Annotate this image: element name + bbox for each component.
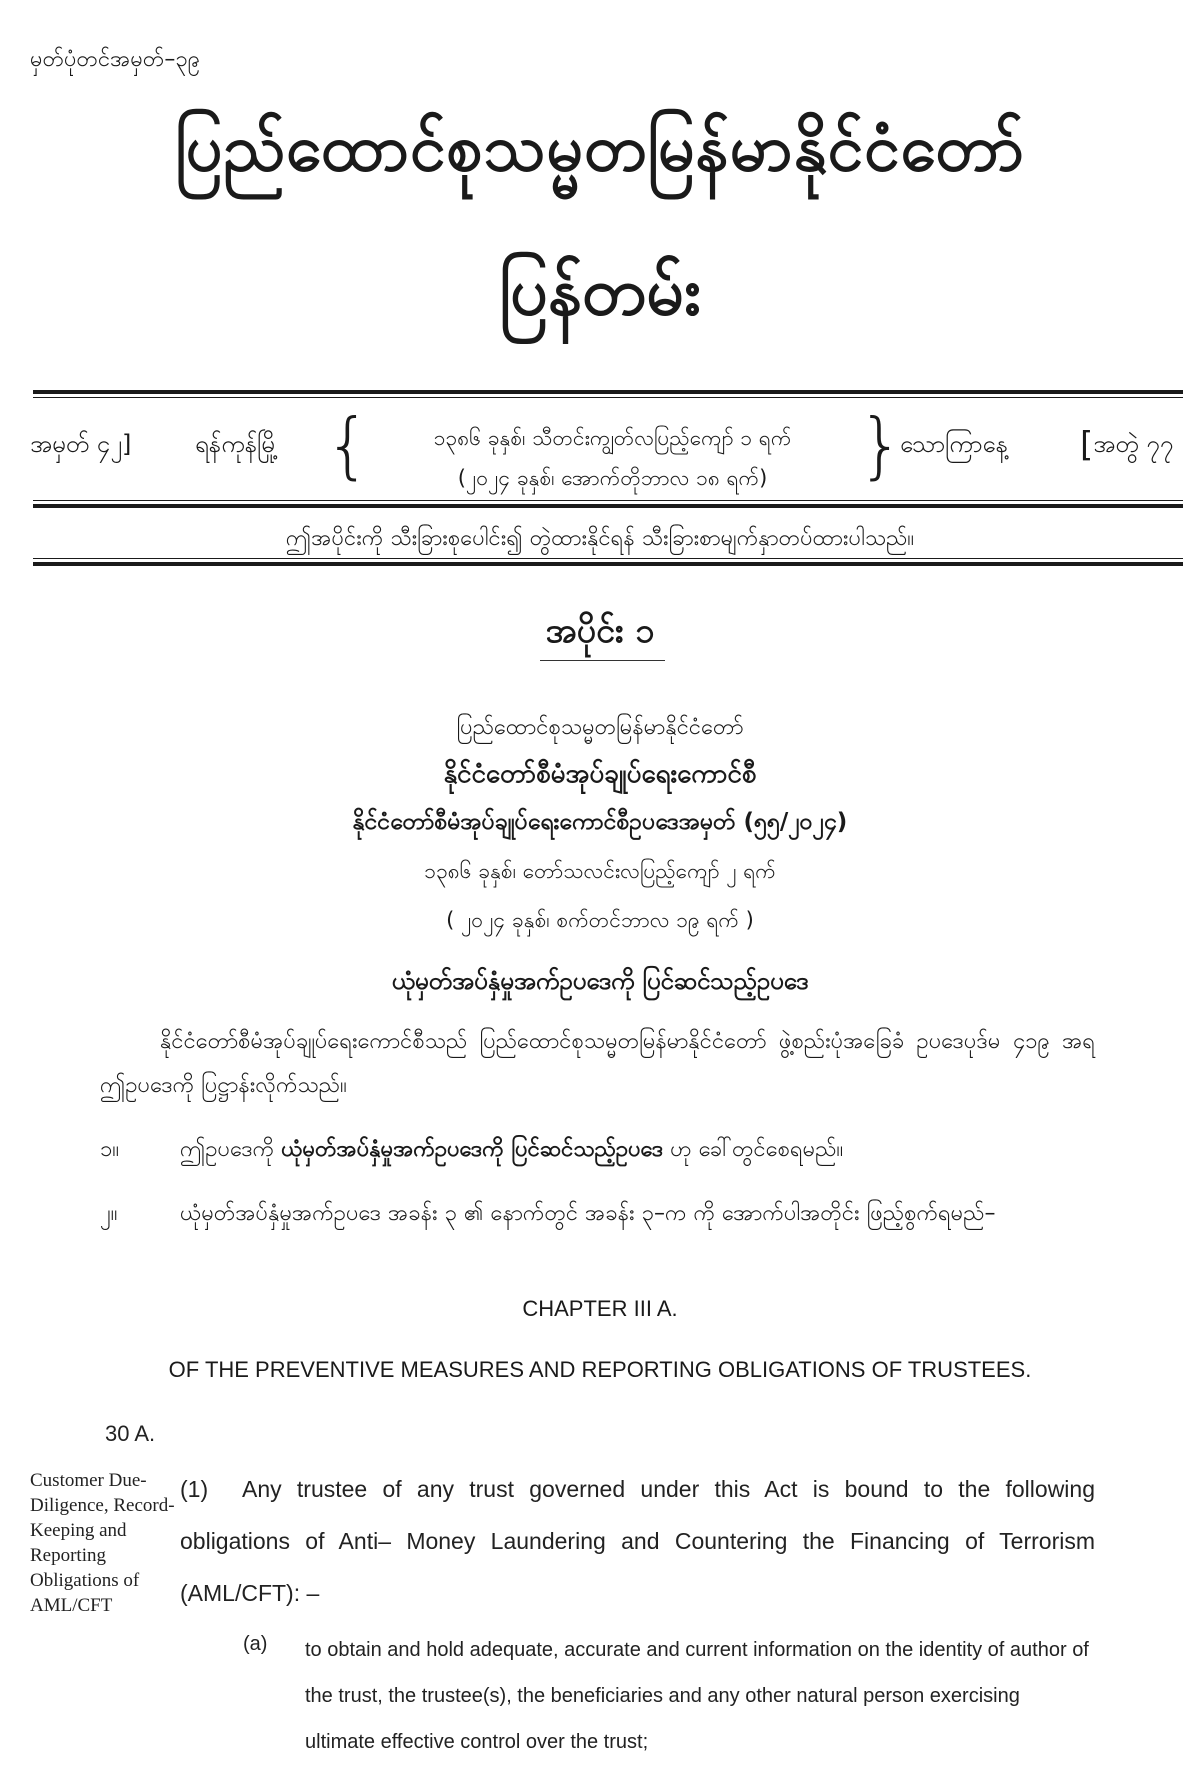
section-1-post: ဟု ခေါ်တွင်စေရမည်။ xyxy=(663,1137,844,1162)
part-underline xyxy=(540,660,665,661)
middle-rule-thick xyxy=(33,504,1183,508)
date-myanmar: ၁၃၈၆ ခုနှစ်၊ သီတင်းကျွတ်လပြည့်ကျော် ၁ ရက် xyxy=(433,426,792,450)
country-name: ပြည်ထောင်စုသမ္မတမြန်မာနိုင်ငံတော် xyxy=(456,715,744,740)
preamble xyxy=(100,1020,1095,1108)
weekday: သောကြာနေ့ xyxy=(900,430,1008,458)
top-rule-thin xyxy=(33,397,1183,398)
chapter-title: OF THE PREVENTIVE MEASURES AND REPORTING OBLIGATIONS OF TRUSTEES. xyxy=(168,1357,1032,1382)
part-heading: အပိုင်း ၁ xyxy=(545,611,655,651)
bottom-rule-thick xyxy=(33,562,1183,566)
bottom-rule-thin xyxy=(33,558,1183,559)
council-name: နိုင်ငံတော်စီမံအုပ်ချုပ်ရေးကောင်စီ xyxy=(443,759,757,789)
law-date-gregorian: ( ၂၀၂၄ ခုနှစ်၊ စက်တင်ဘာလ ၁၉ ရက် ) xyxy=(446,908,754,932)
clause-1-number: (1) xyxy=(180,1476,209,1502)
city: ရန်ကုန်မြို့ xyxy=(195,430,279,458)
section-2-text: ယုံမှတ်အပ်နှံမှုအက်ဥပဒေ အခန်း ၃ ၏ နောက်တွင် အခန်း ၃–က ကို အောက်ပါအတိုင်း ဖြည့်စွက်ရမည်– xyxy=(180,1201,996,1226)
law-number: နိုင်ငံတော်စီမံအုပ်ချုပ်ရေးကောင်စီဥပဒေအမှတ် (၅၅/၂၀၂၄) xyxy=(352,809,848,835)
law-date-myanmar: ၁၃၈၆ ခုနှစ်၊ တော်သလင်းလပြည့်ကျော် ၂ ရက် xyxy=(424,859,776,883)
gazette-title: ပြည်ထောင်စုသမ္မတမြန်မာနိုင်ငံတော် xyxy=(174,112,1026,186)
volume: [အတွဲ ၇၇ xyxy=(1080,425,1174,465)
clause-a-text: to obtain and hold adequate, accurate and current information on the identity of author of the trust, the trustee(s), the beneficiaries and any other natural person exercising ultimate effective control over the trust; xyxy=(305,1639,1089,1753)
section-number: 30 A. xyxy=(105,1421,156,1446)
preamble-text: နိုင်ငံတော်စီမံအုပ်ချုပ်ရေးကောင်စီသည် ပြည်ထောင်စုသမ္မတမြန်မာနိုင်ငံတော် ဖွဲ့စည်းပုံအခြေခံ ဥပဒေပုဒ်မ ၄၁၉ အရ ဤဥပဒေကို ပြဋ္ဌာန်းလိုက်သည်။ xyxy=(100,1029,1095,1098)
section-1-pre: ဤဥပဒေကို xyxy=(180,1137,282,1162)
volume-label: အတွဲ ၇၇ xyxy=(1093,430,1174,458)
left-brace: { xyxy=(325,403,371,487)
section-2-number: ၂။ xyxy=(100,1201,118,1226)
middle-rule-thin xyxy=(33,500,1183,501)
clause-1 xyxy=(180,1463,1095,1619)
section-1 xyxy=(100,1128,1095,1172)
issue-number: အမှတ် ၄၂] xyxy=(30,430,132,458)
gazette-subtitle: ပြန်တမ်း xyxy=(499,253,701,330)
registration-number: မှတ်ပုံတင်အမှတ်–၃၉ xyxy=(30,47,201,72)
top-rule-thick xyxy=(33,390,1183,394)
date-gregorian: (၂၀၂၄ ခုနှစ်၊ အောက်တိုဘာလ ၁၈ ရက်) xyxy=(457,466,768,490)
law-title: ယုံမှတ်အပ်နှံမှုအက်ဥပဒေကို ပြင်ဆင်သည့်ဥပဒေ xyxy=(391,967,809,995)
right-brace: } xyxy=(858,403,904,487)
separation-note: ဤအပိုင်းကို သီးခြားစုပေါင်း၍ တွဲထားနိုင်ရန် သီးခြားစာမျက်နှာတပ်ထားပါသည်။ xyxy=(285,526,915,551)
clause-a-number: (a) xyxy=(243,1633,268,1655)
section-1-number: ၁။ xyxy=(100,1137,120,1162)
issue-date xyxy=(375,418,850,498)
chapter-heading: CHAPTER III A. xyxy=(522,1296,678,1321)
clause-1-text: Any trustee of any trust governed under this Act is bound to the following obligations of Anti– Money Laundering and Countering the Financing of Terrorism (AML/CFT): – xyxy=(180,1476,1095,1606)
section-1-title: ယုံမှတ်အပ်နှံမှုအက်ဥပဒေကို ပြင်ဆင်သည့်ဥပဒေ xyxy=(281,1137,664,1162)
section-2 xyxy=(100,1192,1095,1236)
margin-note: Customer Due-Diligence, Record-Keeping and Reporting Obligations of AML/CFT xyxy=(30,1470,175,1616)
